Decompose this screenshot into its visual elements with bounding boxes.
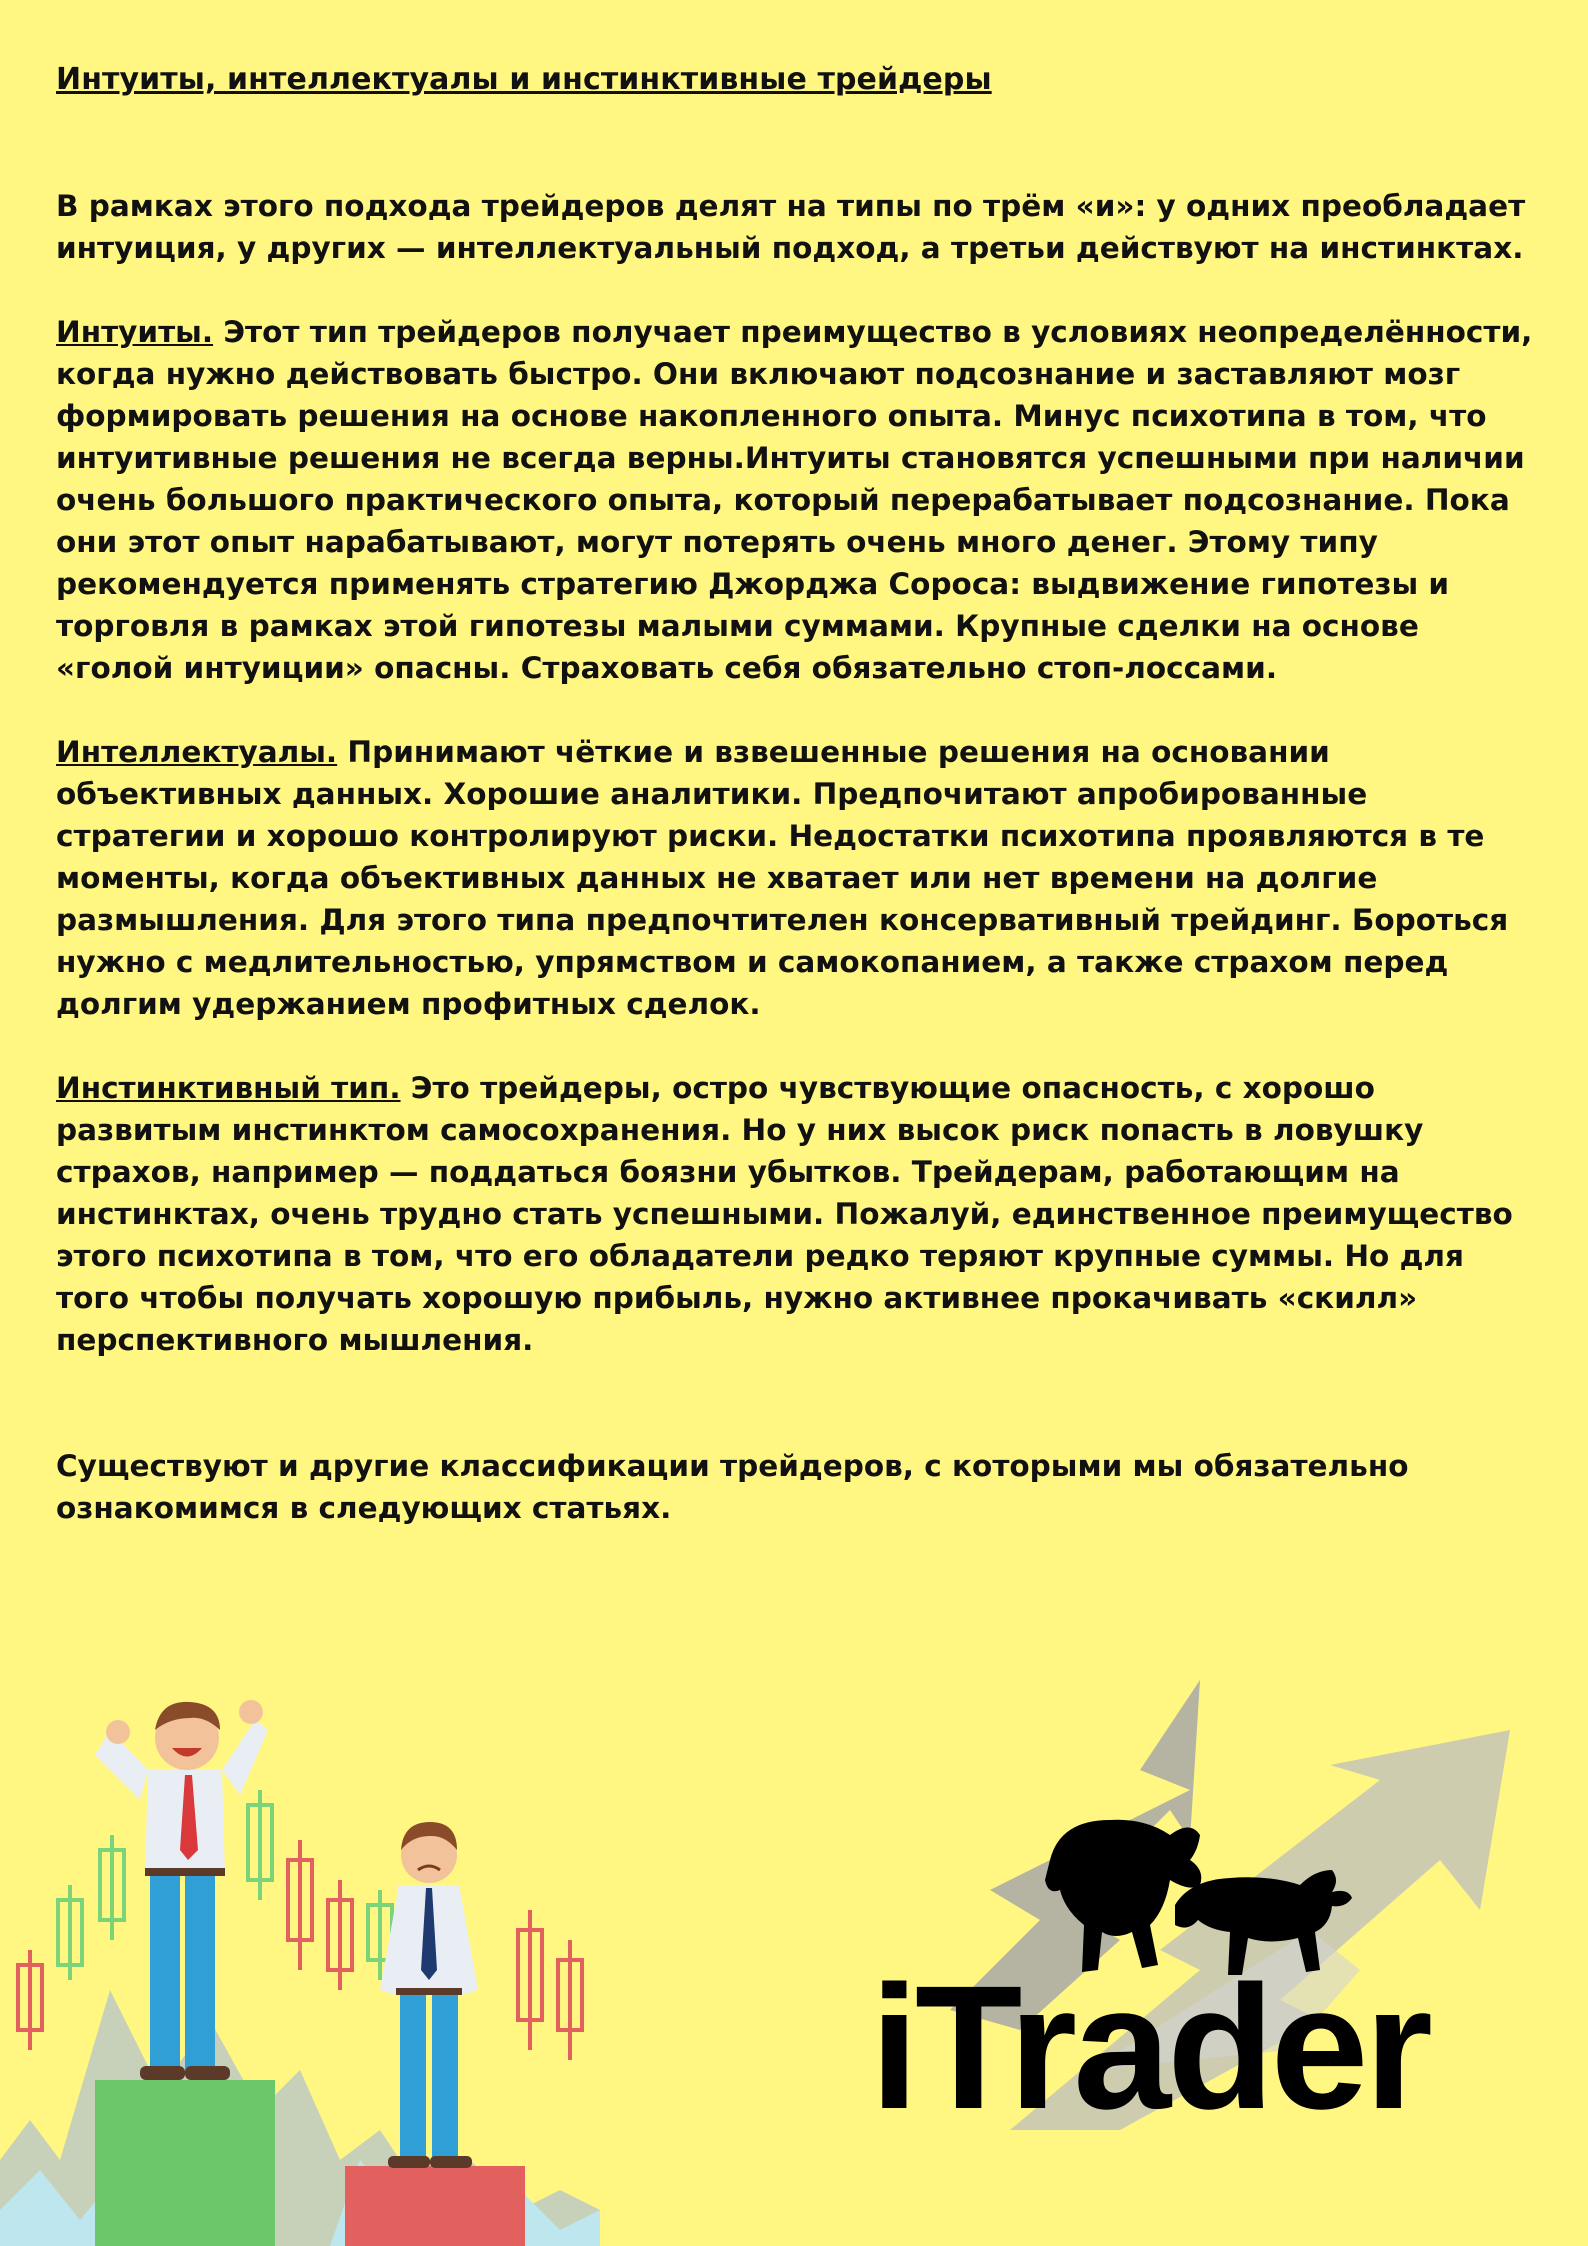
section-intuitive-heading: Интуиты.	[56, 315, 214, 349]
green-pedestal	[95, 2080, 275, 2246]
section-instinctive-text: Это трейдеры, остро чувствующие опасность, с хорошо развитым инстинктом самосохранения. Но у них высок риск попасть в ловушку страхов, например — поддаться боязни убытков. Трейдерам, работающим на инстинктах, очень трудно стать успешными. Пожалуй, единственное преимущество этого психотипа в том, что его обладатели редко теряют крупные суммы. Но для того чтобы получать хорошую прибыль, нужно активнее прокачивать «скилл» перспективного мышления.	[56, 1071, 1513, 1357]
itrader-logo	[870, 1670, 1520, 2146]
section-intuitive	[56, 311, 1536, 689]
article-title: Интуиты, интеллектуалы и инстинктивные трейдеры	[56, 62, 992, 97]
section-intuitive-text: Этот тип трейдеров получает преимущество в условиях неопределённости, когда нужно действовать быстро. Они включают подсознание и заставляют мозг формировать решения на основе накопленного опыта. Минус психотипа в том, что интуитивные решения не всегда верны.Интуиты становятся успешными при наличии очень большого практического опыта, который перерабатывает подсознание. Пока они этот опыт нарабатывают, могут потерять очень много денег. Этому типу рекомендуется применять стратегию Джорджа Сороса: выдвижение гипотезы и торговля в рамках этой гипотезы малыми суммами. Крупные сделки на основе «голой интуиции» опасны. Страховать себя обязательно стоп-лоссами.	[56, 315, 1533, 685]
sad-trader-figure	[380, 1822, 478, 2168]
red-pedestal	[345, 2166, 525, 2246]
traders-illustration	[0, 1690, 600, 2246]
article	[56, 62, 1536, 1571]
itrader-logo-text: iTrader	[870, 1950, 1429, 2146]
section-intellectual	[56, 731, 1536, 1025]
section-instinctive	[56, 1067, 1536, 1361]
conclusion-paragraph: Существуют и другие классификации трейдеров, с которыми мы обязательно ознакомимся в следующих статьях.	[56, 1449, 1409, 1525]
section-intellectual-text: Принимают чёткие и взвешенные решения на основании объективных данных. Хорошие аналитики. Предпочитают апробированные стратегии и хорошо контролируют риски. Недостатки психотипа проявляются в те моменты, когда объективных данных не хватает или нет времени на долгие размышления. Для этого типа предпочтителен консервативный трейдинг. Бороться нужно с медлительностью, упрямством и самокопанием, а также страхом перед долгим удержанием профитных сделок.	[56, 735, 1509, 1021]
section-intellectual-heading: Интеллектуалы.	[56, 735, 338, 769]
section-instinctive-heading: Инстинктивный тип.	[56, 1071, 401, 1105]
intro-paragraph: В рамках этого подхода трейдеров делят на типы по трём «и»: у одних преобладает интуиция, у других — интеллектуальный подход, а третьи действуют на инстинктах.	[56, 189, 1526, 265]
